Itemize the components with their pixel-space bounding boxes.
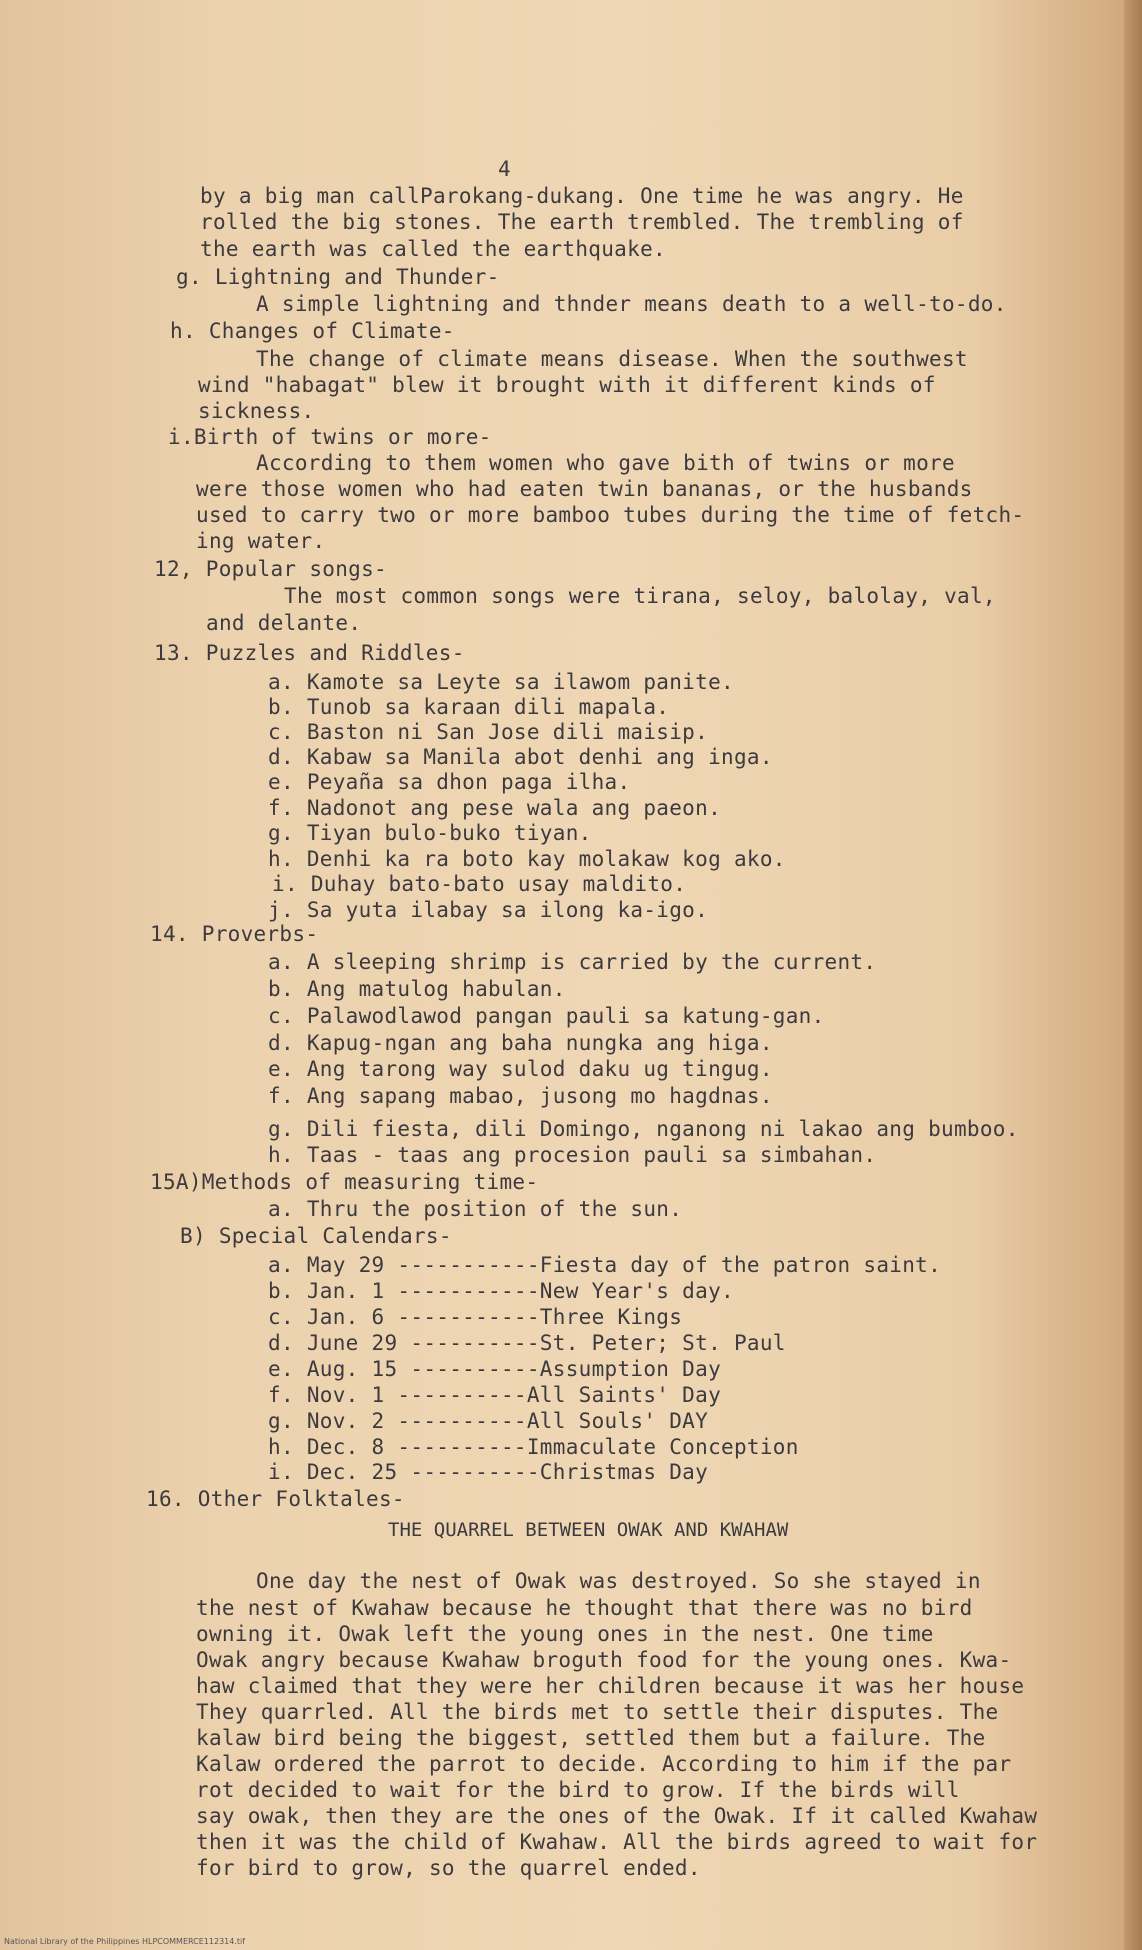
section-heading: 14. Proverbs- — [150, 922, 319, 946]
section-heading: g. Lightning and Thunder- — [176, 265, 500, 289]
text-line: the earth was called the earthquake. — [200, 237, 666, 261]
text-line: owning it. Owak left the young ones in the nest. One time — [196, 1622, 934, 1646]
list-item: d. Kapug-ngan ang baha nungka ang higa. — [268, 1031, 773, 1055]
text-line: The most common songs were tirana, seloy, balolay, val, — [284, 584, 996, 608]
text-line: A simple lightning and thnder means death to a well-to-do. — [256, 292, 1007, 316]
text-line: by a big man callParokang-dukang. One time he was angry. He — [200, 184, 964, 208]
calendar-item: a. May 29 -----------Fiesta day of the patron saint. — [268, 1253, 942, 1277]
list-item: h. Denhi ka ra boto kay molakaw kog ako. — [268, 847, 786, 871]
calendar-item: b. Jan. 1 -----------New Year's day. — [268, 1279, 734, 1303]
text-line: The change of climate means disease. When the southwest — [256, 347, 968, 371]
list-item: e. Peyaña sa dhon paga ilha. — [268, 770, 631, 794]
section-heading: h. Changes of Climate- — [170, 319, 455, 343]
calendar-item: c. Jan. 6 -----------Three Kings — [268, 1305, 683, 1329]
section-heading: 12, Popular songs- — [154, 557, 387, 581]
text-line: haw claimed that they were her children because it was her house — [196, 1674, 1025, 1698]
calendar-item: h. Dec. 8 ----------Immaculate Conception — [268, 1435, 799, 1459]
text-line: Owak angry because Kwahaw broguth food for the young ones. Kwa- — [196, 1648, 1012, 1672]
calendar-item: d. June 29 ----------St. Peter; St. Paul — [268, 1331, 786, 1355]
text-line: the nest of Kwahaw because he thought that there was no bird — [196, 1596, 973, 1620]
section-heading: 16. Other Folktales- — [146, 1487, 405, 1511]
list-item: f. Ang sapang mabao, jusong mo hagdnas. — [268, 1084, 773, 1108]
folktale-title: THE QUARREL BETWEEN OWAK AND KWAHAW — [388, 1519, 789, 1541]
list-item: b. Tunob sa karaan dili mapala. — [268, 695, 670, 719]
calendar-item: i. Dec. 25 ----------Christmas Day — [268, 1460, 709, 1484]
footer-caption: National Library of the Philippines HLPCOMMERCE112314.tif — [4, 1937, 246, 1946]
text-line: They quarrled. All the birds met to settle their disputes. The — [196, 1700, 999, 1724]
list-item: h. Taas - taas ang procesion pauli sa simbahan. — [268, 1143, 877, 1167]
paper-edge — [1124, 0, 1142, 1950]
list-item: g. Tiyan bulo-buko tiyan. — [268, 821, 592, 845]
list-item: c. Palawodlawod pangan pauli sa katung-gan. — [268, 1004, 825, 1028]
list-item: j. Sa yuta ilabay sa ilong ka-igo. — [268, 898, 709, 922]
list-item: c. Baston ni San Jose dili maisip. — [268, 720, 709, 744]
calendar-item: f. Nov. 1 ----------All Saints' Day — [268, 1383, 722, 1407]
text-line: ing water. — [196, 529, 326, 553]
list-item: d. Kabaw sa Manila abot denhi ang inga. — [268, 745, 773, 769]
text-line: say owak, then they are the ones of the Owak. If it called Kwahaw — [196, 1804, 1038, 1828]
list-item: a. Kamote sa Leyte sa ilawom panite. — [268, 670, 734, 694]
list-item: i. Duhay bato-bato usay maldito. — [272, 872, 687, 896]
text-line: rot decided to wait for the bird to grow. If the birds will — [196, 1778, 960, 1802]
text-line: used to carry two or more bamboo tubes during the time of fetch- — [196, 503, 1025, 527]
section-heading: B) Special Calendars- — [180, 1224, 452, 1248]
calendar-item: g. Nov. 2 ----------All Souls' DAY — [268, 1409, 709, 1433]
list-item: f. Nadonot ang pese wala ang paeon. — [268, 796, 722, 820]
calendar-item: e. Aug. 15 ----------Assumption Day — [268, 1357, 722, 1381]
text-line: rolled the big stones. The earth trembled. The trembling of — [200, 210, 964, 234]
list-item: a. Thru the position of the sun. — [268, 1197, 683, 1221]
text-line: Kalaw ordered the parrot to decide. According to him if the par — [196, 1752, 1012, 1776]
text-line: One day the nest of Owak was destroyed. So she stayed in — [256, 1569, 981, 1593]
section-heading: 13. Puzzles and Riddles- — [154, 641, 465, 665]
text-line: were those women who had eaten twin bananas, or the husbands — [196, 477, 973, 501]
section-heading: i.Birth of twins or more- — [168, 425, 492, 449]
text-line: and delante. — [206, 611, 362, 635]
page-number: 4 — [498, 157, 511, 181]
list-item: g. Dili fiesta, dili Domingo, nganong ni lakao ang bumboo. — [268, 1117, 1019, 1141]
list-item: e. Ang tarong way sulod daku ug tingug. — [268, 1057, 773, 1081]
list-item: a. A sleeping shrimp is carried by the current. — [268, 950, 877, 974]
text-line: for bird to grow, so the quarrel ended. — [196, 1856, 701, 1880]
text-line: sickness. — [198, 399, 315, 423]
list-item: b. Ang matulog habulan. — [268, 977, 566, 1001]
text-line: wind "habagat" blew it brought with it different kinds of — [198, 373, 936, 397]
section-heading: 15A)Methods of measuring time- — [150, 1170, 539, 1194]
text-line: kalaw bird being the biggest, settled them but a failure. The — [196, 1726, 986, 1750]
text-line: then it was the child of Kwahaw. All the birds agreed to wait for — [196, 1830, 1038, 1854]
text-line: According to them women who gave bith of twins or more — [256, 451, 955, 475]
